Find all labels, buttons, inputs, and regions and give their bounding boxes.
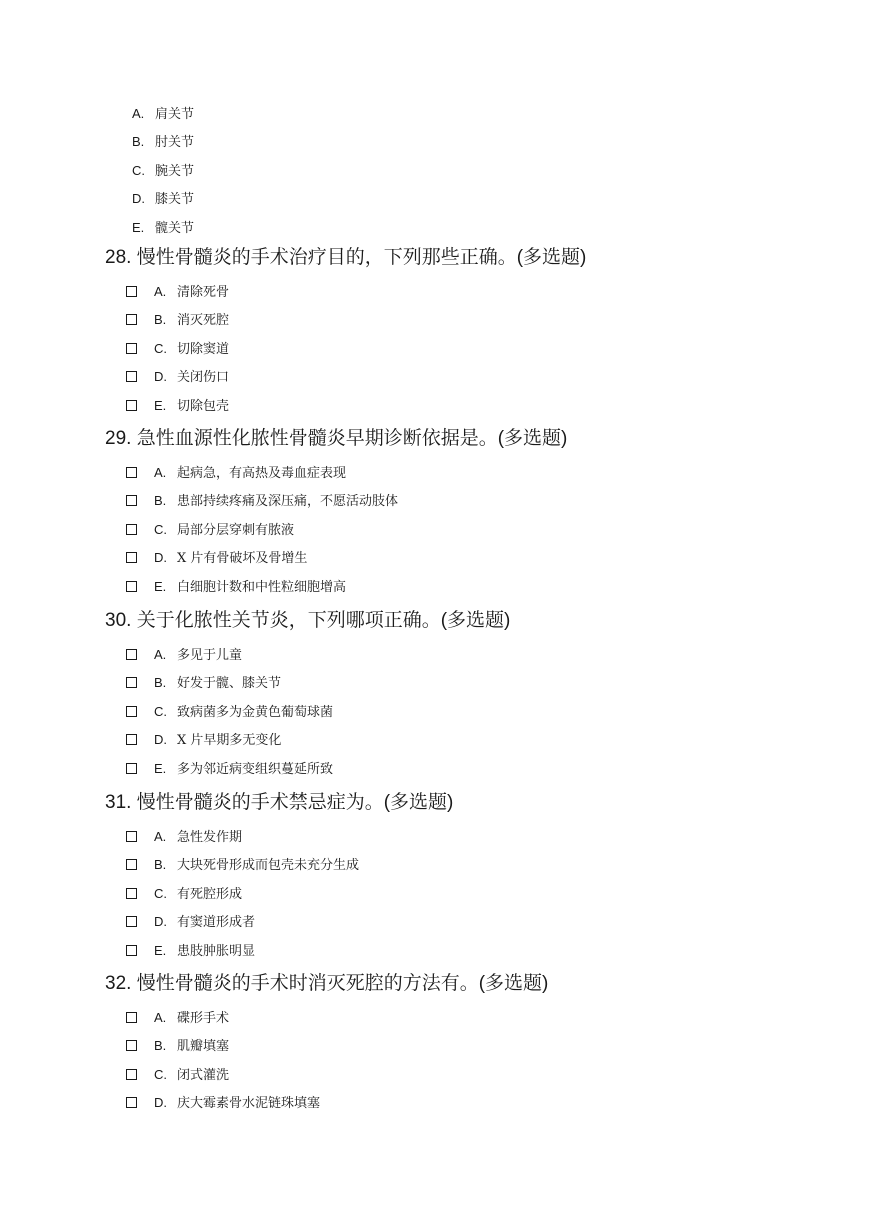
option-letter: A. (154, 829, 167, 844)
option-row[interactable] (126, 1007, 548, 1035)
checkbox-icon[interactable] (126, 524, 137, 535)
checkbox-icon[interactable] (126, 945, 137, 956)
option-row[interactable] (126, 281, 586, 309)
option-row[interactable] (126, 911, 453, 939)
option-letter: B. (154, 857, 167, 873)
option-letter: A. (154, 465, 167, 480)
option-letter: E. (154, 397, 167, 413)
option-text: 好发于髋、膝关节 (177, 676, 282, 692)
option-row[interactable] (126, 826, 453, 854)
checkbox-icon[interactable] (126, 400, 137, 411)
option-row[interactable] (126, 1064, 548, 1092)
option-text: 腕关节 (155, 163, 195, 179)
question-options (105, 826, 453, 968)
option-letter: E. (154, 760, 167, 776)
checkbox-icon[interactable] (126, 649, 137, 660)
option-row[interactable] (126, 309, 586, 337)
option-row[interactable] (126, 672, 510, 700)
checkbox-icon[interactable] (126, 286, 137, 297)
option-row[interactable] (126, 644, 510, 672)
option-text: 肩关节 (155, 107, 195, 122)
option-text: 起病急，有高热及毒血症表现 (177, 466, 347, 481)
option-text: 肌瓣填塞 (177, 1039, 230, 1055)
option-letter: D. (154, 1095, 167, 1111)
option-row[interactable] (126, 490, 567, 518)
checkbox-icon[interactable] (126, 916, 137, 927)
option-text: 关闭伤口 (177, 370, 230, 386)
option-row (132, 217, 194, 245)
checkbox-icon[interactable] (126, 1012, 137, 1023)
option-row[interactable] (126, 338, 586, 366)
checkbox-icon[interactable] (126, 859, 137, 870)
option-letter: B. (154, 312, 167, 328)
option-row[interactable] (126, 547, 567, 575)
checkbox-icon[interactable] (126, 371, 137, 382)
option-text: 多为邻近病变组织蔓延所致 (177, 761, 334, 777)
option-letter: E. (154, 578, 167, 594)
option-text: X 片早期多无变化 (177, 733, 282, 749)
option-row (132, 160, 194, 188)
option-row[interactable] (126, 395, 586, 423)
option-letter: D. (154, 550, 167, 566)
checkbox-icon[interactable] (126, 495, 137, 506)
option-letter: A. (154, 1010, 167, 1025)
option-letter: B. (154, 1038, 167, 1054)
question-title: 29. 急性血源性化脓性骨髓炎早期诊断依据是。(多选题) (105, 428, 568, 449)
checkbox-icon[interactable] (126, 343, 137, 354)
option-letter: C. (154, 521, 167, 537)
option-row[interactable] (126, 576, 567, 604)
question-31 (105, 790, 453, 968)
option-row[interactable] (126, 883, 453, 911)
option-row[interactable] (126, 758, 510, 786)
option-text: 致病菌多为金黄色葡萄球菌 (177, 704, 334, 720)
question-title: 30. 关于化脓性关节炎，下列哪项正确。(多选题) (105, 610, 511, 631)
option-row[interactable] (126, 1092, 548, 1120)
checkbox-icon[interactable] (126, 763, 137, 774)
question-options (105, 462, 567, 604)
option-text: 患部持续疼痛及深压痛，不愿活动肢体 (177, 494, 399, 510)
option-text: 闭式灌洗 (177, 1067, 230, 1083)
option-text: 有窦道形成者 (177, 915, 256, 931)
option-letter: C. (154, 885, 167, 901)
option-row (132, 103, 194, 131)
question-options (105, 281, 586, 423)
option-text: 切除窦道 (177, 341, 230, 357)
option-row[interactable] (126, 519, 567, 547)
option-text: 大块死骨形成而包壳未充分生成 (177, 858, 360, 874)
question-32 (105, 971, 548, 1121)
option-letter: C. (132, 162, 145, 178)
option-letter: B. (154, 493, 167, 509)
option-letter: D. (154, 369, 167, 385)
question-title: 32. 慢性骨髓炎的手术时消灭死腔的方法有。(多选题) (105, 973, 549, 994)
checkbox-icon[interactable] (126, 1097, 137, 1108)
option-text: 庆大霉素骨水泥链珠填塞 (177, 1096, 321, 1112)
option-letter: C. (154, 703, 167, 719)
option-text: 肘关节 (155, 135, 195, 151)
option-letter: A. (132, 106, 145, 121)
checkbox-icon[interactable] (126, 1069, 137, 1080)
option-text: 膝关节 (155, 192, 195, 208)
option-row[interactable] (126, 940, 453, 968)
checkbox-icon[interactable] (126, 888, 137, 899)
option-row[interactable] (126, 462, 567, 490)
checkbox-icon[interactable] (126, 1040, 137, 1051)
previous-question-options (132, 103, 194, 245)
option-text: 消灭死腔 (177, 313, 230, 329)
checkbox-icon[interactable] (126, 467, 137, 478)
option-letter: C. (154, 1066, 167, 1082)
question-title: 28. 慢性骨髓炎的手术治疗目的，下列那些正确。(多选题) (105, 247, 587, 268)
option-letter: A. (154, 647, 167, 662)
question-options (105, 1007, 548, 1121)
question-30 (105, 608, 510, 786)
checkbox-icon[interactable] (126, 677, 137, 688)
option-letter: B. (154, 675, 167, 691)
question-options (105, 644, 510, 786)
checkbox-icon[interactable] (126, 831, 137, 842)
question-28 (105, 245, 586, 423)
checkbox-icon[interactable] (126, 314, 137, 325)
option-row[interactable] (126, 729, 510, 757)
checkbox-icon[interactable] (126, 734, 137, 745)
option-text: 清除死骨 (177, 285, 230, 300)
question-title: 31. 慢性骨髓炎的手术禁忌症为。(多选题) (105, 792, 454, 813)
option-row[interactable] (126, 701, 510, 729)
option-letter: B. (132, 134, 145, 150)
option-text: 白细胞计数和中性粒细胞增高 (177, 579, 347, 595)
checkbox-icon[interactable] (126, 552, 137, 563)
option-letter: D. (154, 914, 167, 930)
option-row (132, 188, 194, 216)
option-text: 有死腔形成 (177, 886, 243, 902)
option-letter: E. (154, 942, 167, 958)
option-text: 患肢肿胀明显 (177, 943, 256, 959)
option-text: 多见于儿童 (177, 648, 243, 663)
option-text: 髋关节 (155, 220, 195, 236)
option-row[interactable] (126, 854, 453, 882)
option-letter: D. (132, 191, 145, 207)
option-text: 切除包壳 (177, 398, 230, 414)
option-row[interactable] (126, 366, 586, 394)
option-text: 急性发作期 (177, 830, 243, 845)
option-letter: A. (154, 284, 167, 299)
option-letter: D. (154, 732, 167, 748)
question-29 (105, 426, 567, 604)
option-letter: E. (132, 219, 145, 235)
option-text: X 片有骨破坏及骨增生 (177, 551, 308, 567)
option-letter: C. (154, 340, 167, 356)
option-row[interactable] (126, 1035, 548, 1063)
option-row (132, 131, 194, 159)
option-text: 局部分层穿刺有脓液 (177, 522, 295, 538)
option-text: 碟形手术 (177, 1011, 230, 1026)
checkbox-icon[interactable] (126, 706, 137, 717)
checkbox-icon[interactable] (126, 581, 137, 592)
